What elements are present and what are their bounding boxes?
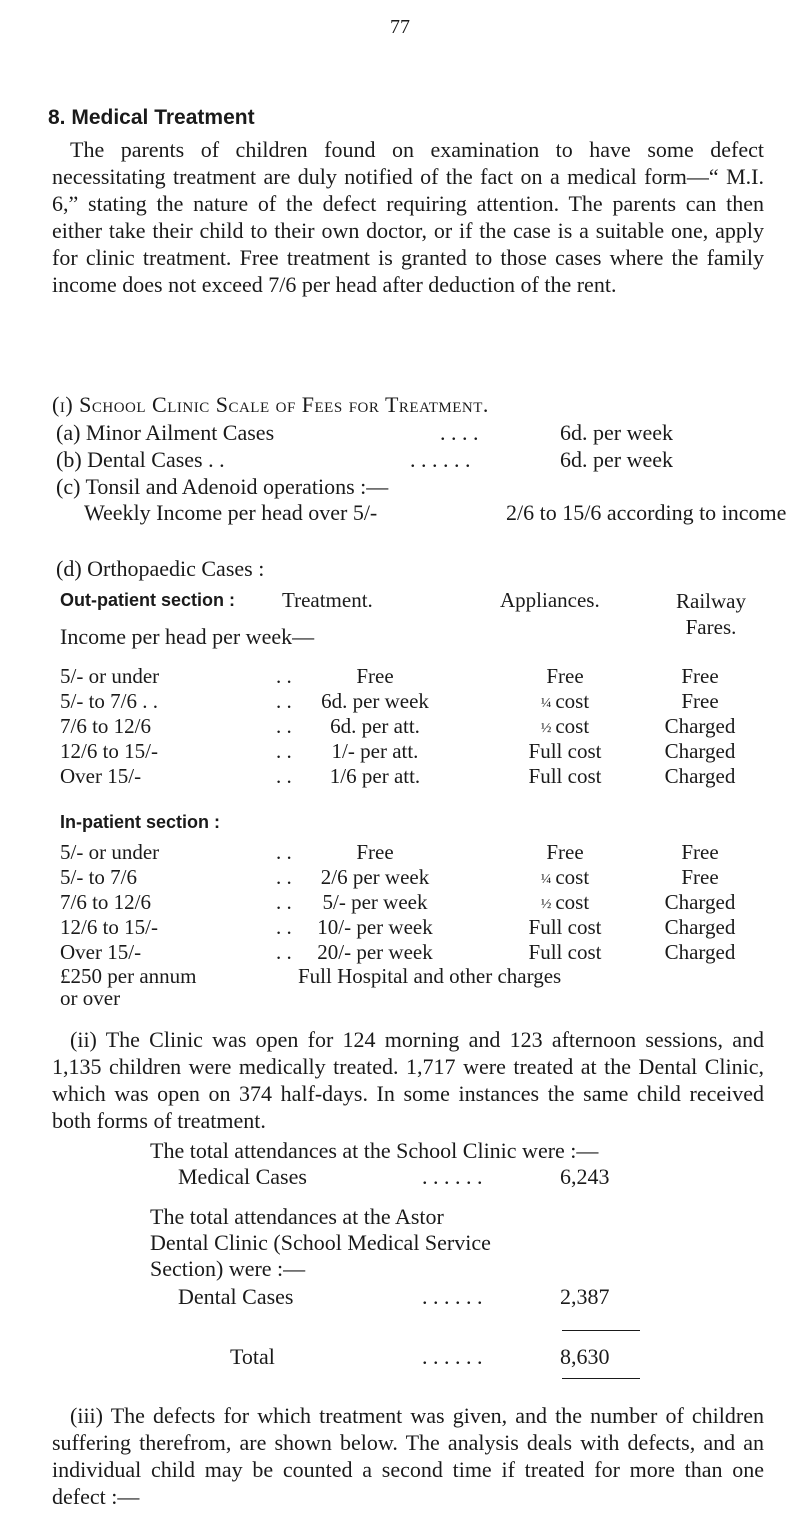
outpatient-section-label: Out-patient section : — [60, 590, 235, 610]
railway-value: Free — [681, 865, 719, 889]
railway-value: Charged — [664, 915, 736, 939]
section-heading: 8. Medical Treatment — [48, 106, 255, 129]
railway-value: Free — [681, 664, 719, 688]
railway-value: Charged — [664, 890, 736, 914]
fee-label: Weekly Income per head over 5/- — [84, 500, 378, 525]
attendances-intro: The total attendances at the School Clinic were :— — [150, 1138, 599, 1163]
appliances-value — [505, 865, 625, 892]
treatment-value: 6d. per week — [321, 689, 429, 713]
inpatient-row-over-250-cont — [0, 986, 800, 1011]
dental-intro-line-1: The total attendances at the Astor — [150, 1204, 444, 1229]
full-charges-value: Full Hospital and other charges — [298, 964, 562, 988]
appliances-value: Free — [546, 840, 584, 864]
row-dots: . . — [276, 664, 292, 688]
appliances-value — [505, 890, 625, 917]
railway-value: Charged — [664, 764, 736, 788]
fee-label: (d) Orthopaedic Cases : — [56, 556, 265, 581]
appliances-text: cost — [555, 865, 590, 889]
page-number: 77 — [390, 16, 410, 38]
appliances-value — [505, 714, 625, 741]
treatment-value: 2/6 per week — [320, 865, 430, 889]
fee-value: 2/6 to 15/6 according to income — [506, 500, 787, 525]
treatment-value: 1/- per att. — [331, 739, 419, 763]
outpatient-row — [0, 739, 800, 764]
railway-value: Free — [681, 840, 719, 864]
clinic-paragraph: (ii) The Clinic was open for 124 morning and 123 afternoon sessions, and 1,135 children were medically treated. 1,717 were treated at the Dental Clinic, which was open on 374 half-days. In some instances the same child received both forms of treatment. — [52, 1027, 764, 1133]
income-band: 12/6 to 15/- — [60, 915, 158, 939]
appliances-fraction: ½ — [540, 721, 552, 736]
outpatient-row — [0, 764, 800, 789]
total-rule-top — [562, 1330, 640, 1331]
income-band: 5/- or under — [60, 664, 160, 688]
scale-of-fees-title: (i) School Clinic Scale of Fees for Treatment. — [52, 392, 489, 417]
row-dots: . . — [276, 915, 292, 939]
railway-value: Charged — [664, 739, 736, 763]
row-dots: . . — [276, 689, 292, 713]
fee-value: 6d. per week — [560, 447, 674, 472]
dental-cases-value: 2,387 — [560, 1284, 610, 1309]
dental-cases-dots: . . . . . . — [422, 1284, 483, 1309]
outpatient-row — [0, 714, 800, 739]
income-band: 5/- or under — [60, 840, 160, 864]
dental-cases-label: Dental Cases — [178, 1284, 294, 1309]
total-dots: . . . . . . — [422, 1344, 483, 1369]
income-per-head-label: Income per head per week— — [60, 624, 315, 649]
treatment-value: Free — [356, 664, 394, 688]
fee-label: (b) Dental Cases . . — [56, 447, 225, 472]
income-band: £250 per annum — [60, 964, 197, 988]
inpatient-row — [0, 890, 800, 915]
income-band: Over 15/- — [60, 940, 142, 964]
income-band: 12/6 to 15/- — [60, 739, 158, 763]
intro-paragraph: The parents of children found on examination to have some defect necessitating treatment are duly notified of the fact on a medical form—“ M.I. 6,” stating the nature of the defect requiring attention. The parents can then either take their child to their own doctor, or if the case is a suitable one, apply for clinic treatment. Free treatment is granted to those cases where the family income does not exceed 7/6 per head after deduction of the rent. — [52, 137, 764, 297]
appliances-text: cost — [555, 689, 590, 713]
railway-value: Charged — [664, 940, 736, 964]
fee-label: (c) Tonsil and Adenoid operations :— — [56, 474, 389, 499]
railway-value: Free — [681, 689, 719, 713]
col-head-railway: Railway Fares. — [676, 589, 746, 639]
medical-cases-label: Medical Cases — [178, 1164, 307, 1189]
income-band-cont: or over — [60, 986, 121, 1010]
fee-dots: . . . . . . — [410, 447, 471, 472]
medical-cases-dots: . . . . . . — [422, 1164, 483, 1189]
row-dots: . . — [276, 714, 292, 738]
dental-intro-line-2: Dental Clinic (School Medical Service — [150, 1230, 491, 1255]
appliances-value: Full cost — [528, 739, 602, 763]
income-band: 7/6 to 12/6 — [60, 890, 152, 914]
appliances-fraction: ¼ — [540, 696, 552, 711]
treatment-value: 5/- per week — [322, 890, 428, 914]
fee-dots: . . . . — [440, 420, 479, 445]
appliances-fraction: ½ — [540, 897, 552, 912]
income-band: 7/6 to 12/6 — [60, 714, 152, 738]
outpatient-row — [0, 664, 800, 689]
inpatient-row — [0, 915, 800, 940]
treatment-value: 20/- per week — [317, 940, 433, 964]
appliances-value — [505, 689, 625, 716]
appliances-value: Full cost — [528, 915, 602, 939]
treatment-value: 6d. per att. — [330, 714, 420, 738]
appliances-fraction: ¼ — [540, 872, 552, 887]
total-value: 8,630 — [560, 1344, 610, 1369]
medical-cases-value: 6,243 — [560, 1164, 610, 1189]
appliances-text: cost — [555, 890, 590, 914]
row-dots: . . — [276, 764, 292, 788]
total-label: Total — [230, 1344, 275, 1369]
row-dots: . . — [276, 890, 292, 914]
row-dots: . . — [276, 865, 292, 889]
income-band: 5/- to 7/6 — [60, 865, 137, 889]
income-band: Over 15/- — [60, 764, 142, 788]
appliances-value: Free — [546, 664, 584, 688]
railway-value: Charged — [664, 714, 736, 738]
treatment-value: 1/6 per att. — [329, 764, 421, 788]
col-head-treatment: Treatment. — [282, 588, 373, 612]
fee-value: 6d. per week — [560, 420, 674, 445]
income-band: 5/- to 7/6 . . — [60, 689, 158, 713]
row-dots: . . — [276, 739, 292, 763]
row-dots: . . — [276, 840, 292, 864]
appliances-value: Full cost — [528, 940, 602, 964]
inpatient-row — [0, 840, 800, 865]
appliances-text: cost — [555, 714, 590, 738]
total-rule-bottom — [562, 1378, 640, 1379]
inpatient-row — [0, 865, 800, 890]
dental-intro-line-3: Section) were :— — [150, 1256, 306, 1281]
fee-label: (a) Minor Ailment Cases — [56, 420, 275, 445]
col-head-appliances: Appliances. — [500, 588, 600, 612]
treatment-value: 10/- per week — [317, 915, 433, 939]
defects-paragraph: (iii) The defects for which treatment was given, and the number of children suffering therefrom, are shown below. The analysis deals with defects, and an individual child may be counted a second time if treated for more than one defect :— — [52, 1403, 764, 1509]
appliances-value: Full cost — [528, 764, 602, 788]
outpatient-row — [0, 689, 800, 714]
inpatient-section-label: In-patient section : — [60, 812, 221, 832]
inpatient-row — [0, 940, 800, 965]
row-dots: . . — [276, 940, 292, 964]
treatment-value: Free — [356, 840, 394, 864]
